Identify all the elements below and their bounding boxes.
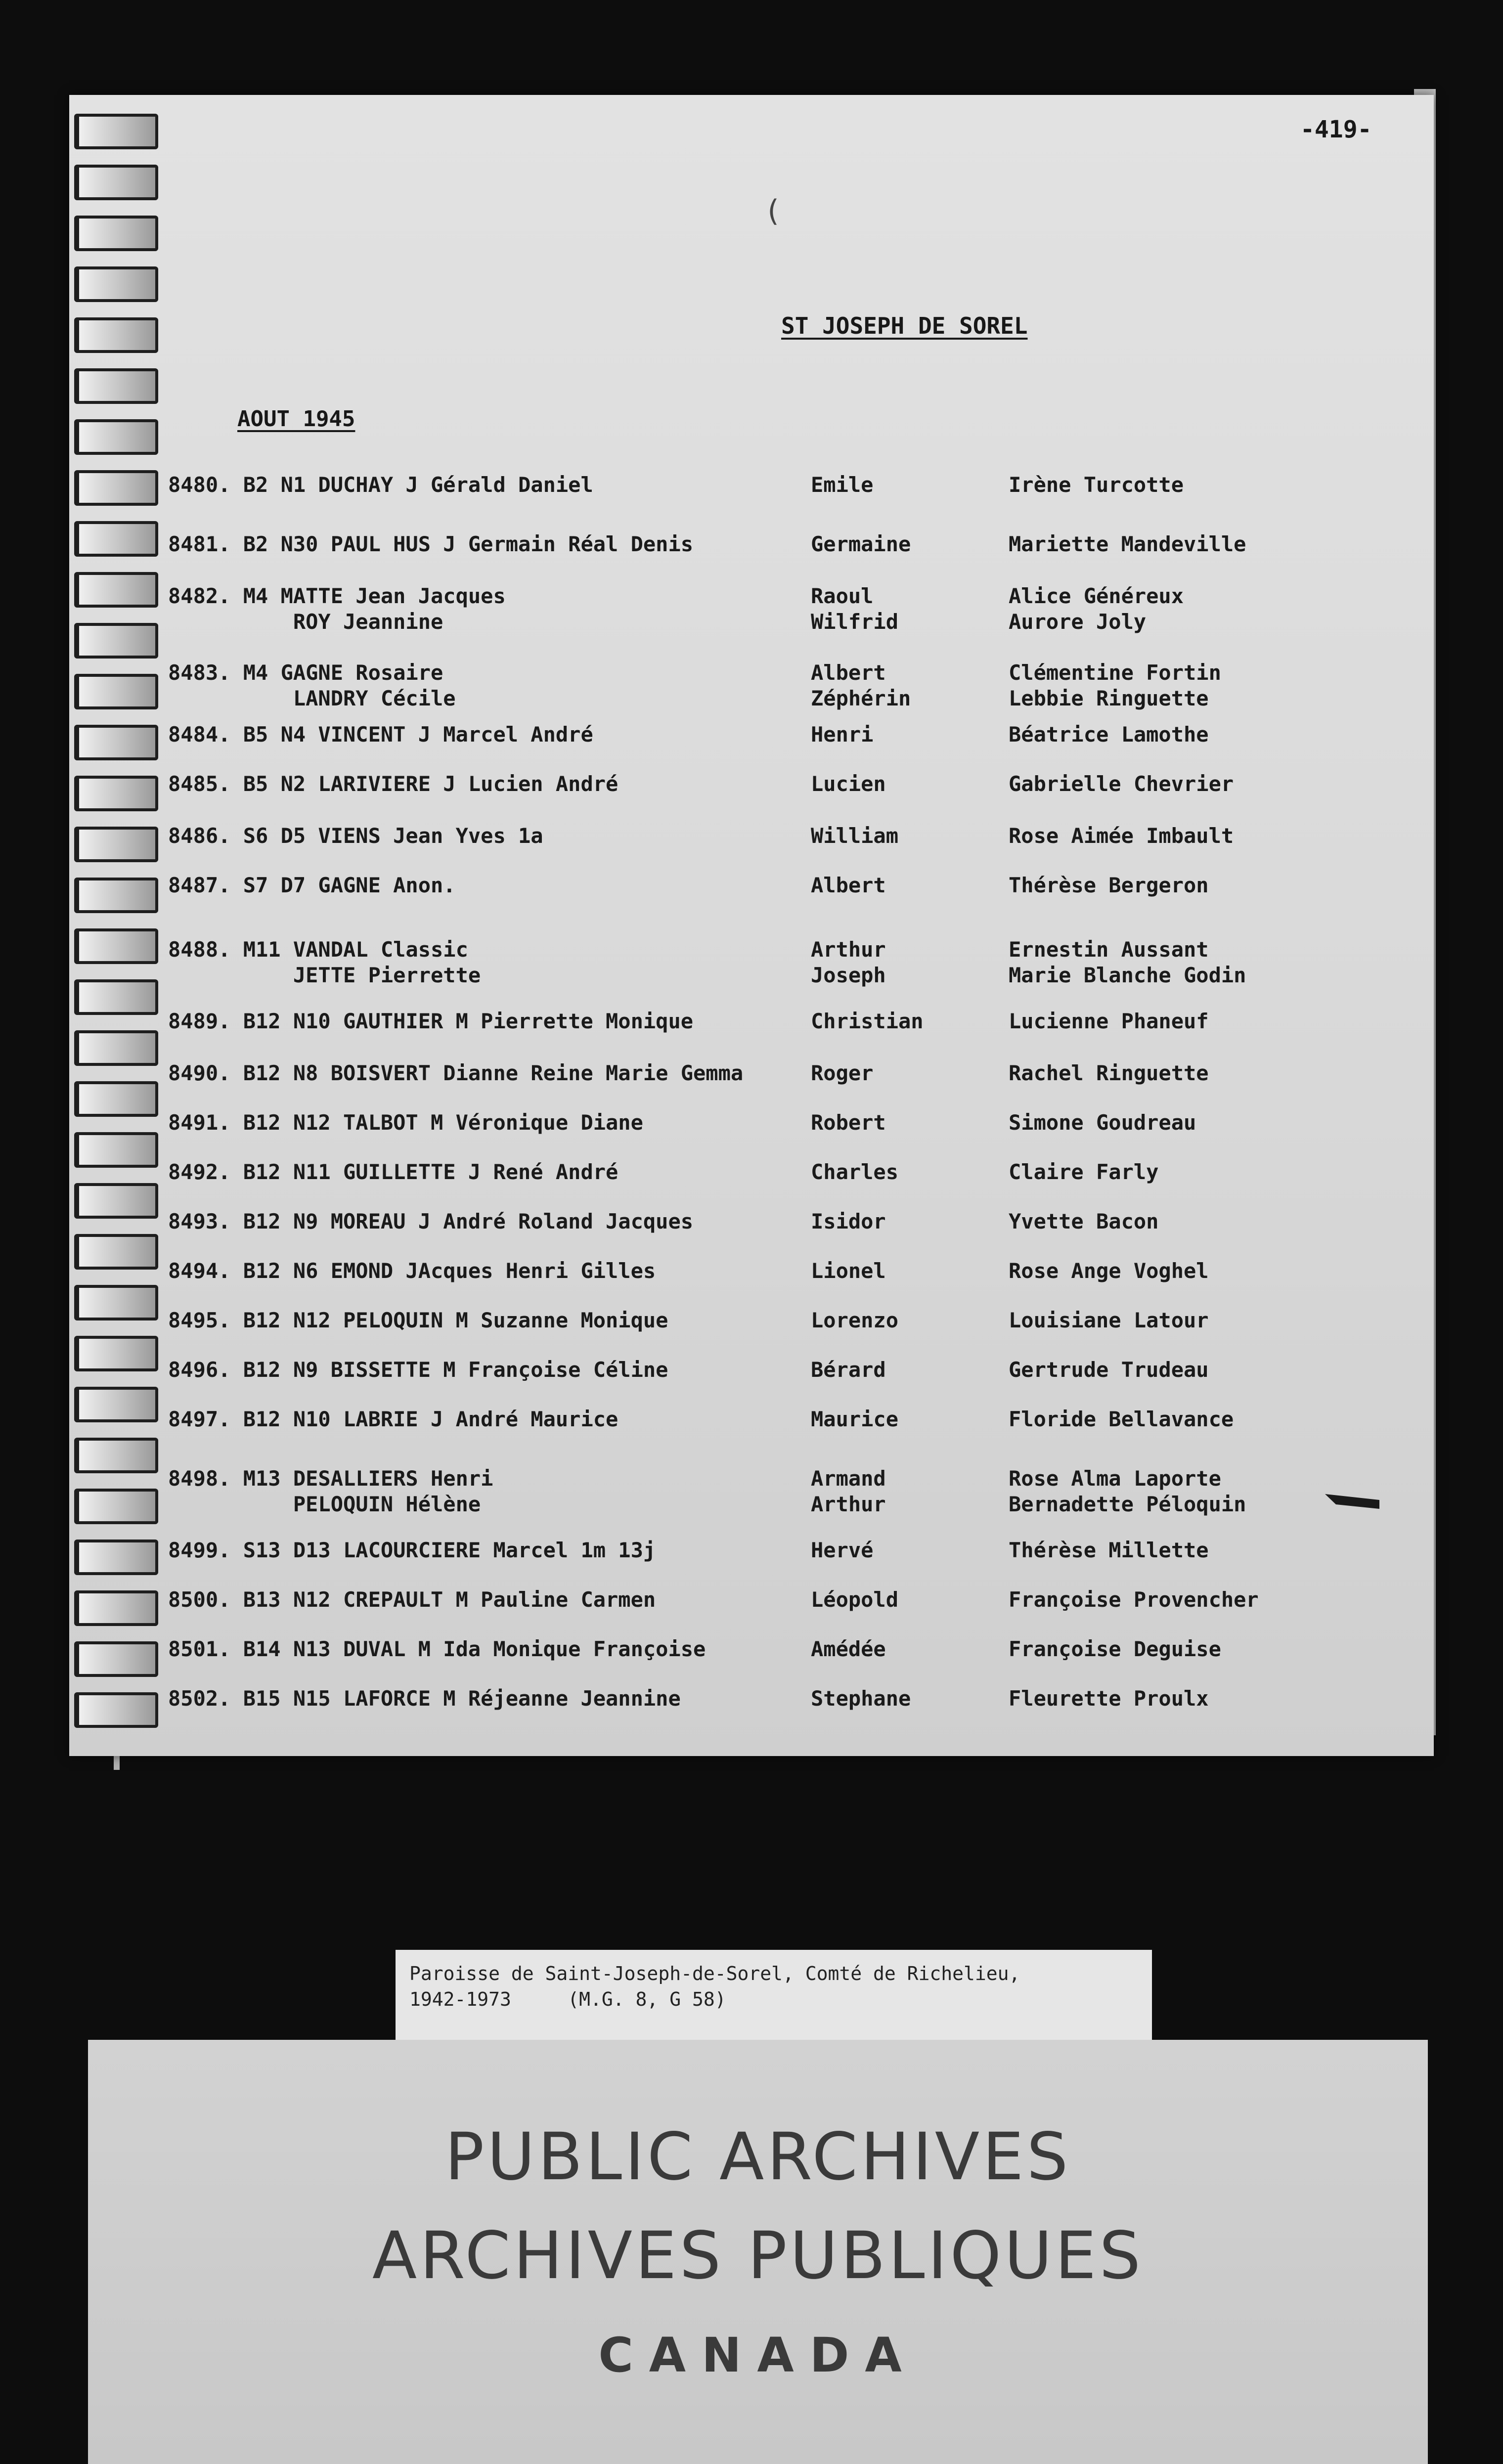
entry-father-name: Christian [811, 1009, 924, 1033]
entry-father-name: Raoul Wilfrid [811, 584, 899, 634]
entry-mother-name: Rose Alma Laporte Bernadette Péloquin [1009, 1466, 1246, 1516]
entry-record: 8486. S6 D5 VIENS Jean Yves 1a [168, 824, 543, 848]
entry-father-name: Germaine [811, 532, 911, 556]
entry-father-name: Hervé [811, 1538, 874, 1562]
month-heading: AOUT 1945 [237, 406, 355, 432]
entry-mother-name: Thérèse Millette [1009, 1538, 1209, 1562]
entry-mother-name: Gertrude Trudeau [1009, 1358, 1209, 1382]
entry-father-name: Armand Arthur [811, 1466, 886, 1516]
entry-record: 8484. B5 N4 VINCENT J Marcel André [168, 722, 593, 747]
entry-mother-name: Alice Généreux Aurore Joly [1009, 584, 1184, 634]
entry-father-name: Emile [811, 473, 874, 497]
caption-label [396, 1950, 1152, 2042]
entry-mother-name: Fleurette Proulx [1009, 1686, 1209, 1711]
entry-father-name: Robert [811, 1110, 886, 1135]
entry-record: 8493. B12 N9 MOREAU J André Roland Jacques [168, 1209, 694, 1233]
entry-mother-name: Gabrielle Chevrier [1009, 772, 1234, 796]
entry-record: 8494. B12 N6 EMOND JAcques Henri Gilles [168, 1259, 656, 1283]
entry-mother-name: Irène Turcotte [1009, 473, 1184, 497]
entry-record: 8496. B12 N9 BISSETTE M Françoise Céline [168, 1358, 668, 1382]
entry-mother-name: Françoise Deguise [1009, 1637, 1221, 1661]
entry-mother-name: Mariette Mandeville [1009, 532, 1246, 556]
entry-father-name: Isidor [811, 1209, 886, 1233]
entry-mother-name: Lucienne Phaneuf [1009, 1009, 1209, 1033]
entry-record: 8497. B12 N10 LABRIE J André Maurice [168, 1407, 619, 1431]
entry-father-name: William [811, 824, 899, 848]
entry-record: 8488. M11 VANDAL Classic JETTE Pierrette [168, 937, 481, 987]
entry-record: 8489. B12 N10 GAUTHIER M Pierrette Monique [168, 1009, 694, 1033]
entry-mother-name: Thérèse Bergeron [1009, 873, 1209, 897]
entry-record: 8498. M13 DESALLIERS Henri PELOQUIN Hélène [168, 1466, 493, 1516]
entry-mother-name: Claire Farly [1009, 1160, 1159, 1184]
entry-record: 8501. B14 N13 DUVAL M Ida Monique Françoise [168, 1637, 706, 1661]
entry-father-name: Charles [811, 1160, 899, 1184]
entry-mother-name: Clémentine Fortin Lebbie Ringuette [1009, 660, 1221, 710]
entry-father-name: Albert [811, 873, 886, 897]
entry-father-name: Henri [811, 722, 874, 747]
entry-mother-name: Rose Ange Voghel [1009, 1259, 1209, 1283]
entry-record: 8487. S7 D7 GAGNE Anon. [168, 873, 456, 897]
archives-line-3: CANADA [598, 2328, 918, 2383]
entry-record: 8491. B12 N12 TALBOT M Véronique Diane [168, 1110, 643, 1135]
entry-record: 8492. B12 N11 GUILLETTE J René André [168, 1160, 619, 1184]
entry-father-name: Lionel [811, 1259, 886, 1283]
entry-record: 8480. B2 N1 DUCHAY J Gérald Daniel [168, 473, 593, 497]
entry-record: 8500. B13 N12 CREPAULT M Pauline Carmen [168, 1587, 656, 1612]
archives-line-2: ARCHIVES PUBLIQUES [372, 2218, 1144, 2294]
entry-mother-name: Rose Aimée Imbault [1009, 824, 1234, 848]
entry-record: 8481. B2 N30 PAUL HUS J Germain Réal Denis [168, 532, 694, 556]
entry-record: 8499. S13 D13 LACOURCIERE Marcel 1m 13j [168, 1538, 656, 1562]
entry-record: 8485. B5 N2 LARIVIERE J Lucien André [168, 772, 619, 796]
entry-record: 8490. B12 N8 BOISVERT Dianne Reine Marie Gemma [168, 1061, 744, 1085]
entry-father-name: Amédée [811, 1637, 886, 1661]
entry-record: 8482. M4 MATTE Jean Jacques ROY Jeannine [168, 584, 506, 634]
entry-father-name: Albert Zéphérin [811, 660, 911, 710]
entry-father-name: Lorenzo [811, 1308, 899, 1332]
caption-line-2: 1942-1973 (M.G. 8, G 58) [409, 1988, 726, 2010]
entry-father-name: Léopold [811, 1587, 899, 1612]
entry-father-name: Stephane [811, 1686, 911, 1711]
parish-header: ST JOSEPH DE SOREL [781, 312, 1028, 339]
entry-mother-name: Louisiane Latour [1009, 1308, 1209, 1332]
entry-father-name: Bérard [811, 1358, 886, 1382]
entry-mother-name: Ernestin Aussant Marie Blanche Godin [1009, 937, 1246, 987]
archives-line-1: PUBLIC ARCHIVES [444, 2119, 1071, 2195]
entry-mother-name: Rachel Ringuette [1009, 1061, 1209, 1085]
entry-record: 8495. B12 N12 PELOQUIN M Suzanne Monique [168, 1308, 668, 1332]
entry-father-name: Lucien [811, 772, 886, 796]
entry-mother-name: Yvette Bacon [1009, 1209, 1159, 1233]
page-number: -419- [1300, 116, 1372, 143]
entry-mother-name: Françoise Provencher [1009, 1587, 1259, 1612]
entry-father-name: Roger [811, 1061, 874, 1085]
entry-record: 8483. M4 GAGNE Rosaire LANDRY Cécile [168, 660, 456, 710]
entry-mother-name: Béatrice Lamothe [1009, 722, 1209, 747]
entry-father-name: Maurice [811, 1407, 899, 1431]
entry-mother-name: Simone Goudreau [1009, 1110, 1196, 1135]
pencil-mark: ( [764, 194, 782, 228]
entry-mother-name: Floride Bellavance [1009, 1407, 1234, 1431]
entry-record: 8502. B15 N15 LAFORCE M Réjeanne Jeannine [168, 1686, 681, 1711]
caption-line-1: Paroisse de Saint-Joseph-de-Sorel, Comté de Richelieu, [409, 1963, 1020, 1984]
archives-card [88, 2040, 1428, 2464]
entry-father-name: Arthur Joseph [811, 937, 886, 987]
